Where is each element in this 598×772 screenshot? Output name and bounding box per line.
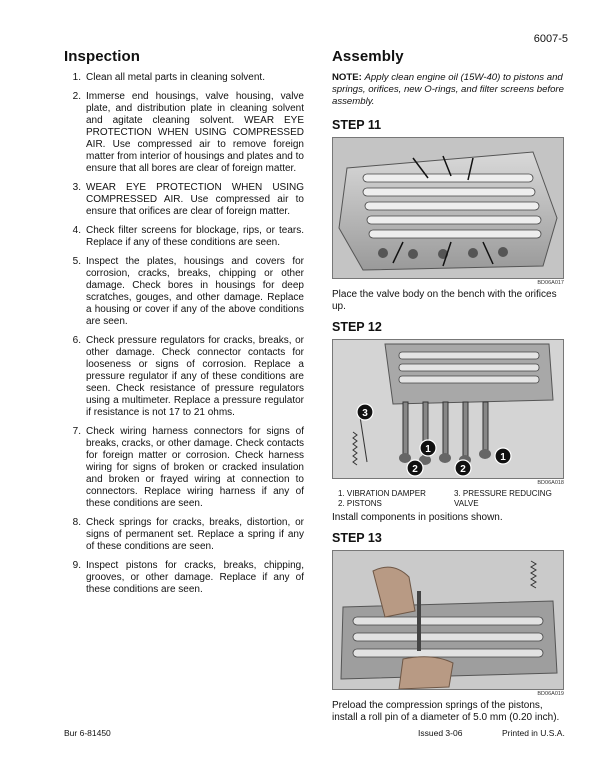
step-13-photo <box>332 550 564 690</box>
callout-1: 1 <box>500 452 506 463</box>
legend-item-pressure-reducing-valve: 3. PRESSURE REDUCING VALVE <box>454 489 552 508</box>
list-item: 7. Check wiring harness connectors for signs of breaks, cracks, or other damage. Check contacts for foreign matter or corrosion. Check harness wiring for signs of broken or cracked insulation and broken or frayed wiring at connection to connectors. Replace wiring harness if any of these conditions are seen. <box>72 426 304 509</box>
list-item: 6. Check pressure regulators for cracks, breaks, or other damage. Check connector contacts for looseness or signs of corrosion. Replace a pressure regulator if any of these conditions are seen. Check resistance of pressure regulators using a multimeter. Replace a pressure regulator if resistance is not 17 to 21 ohms. <box>72 335 304 418</box>
assembly-section <box>332 48 564 731</box>
callout-3: 3 <box>362 408 368 419</box>
list-item: 1. Clean all metal parts in cleaning solvent. <box>72 72 265 83</box>
callout-2: 2 <box>460 464 466 475</box>
list-item: 8. Check springs for cracks, breaks, distortion, or signs of permanent set. Replace a spring if any of these conditions are seen. <box>72 517 304 552</box>
legend-item-pistons: 2. PISTONS <box>338 499 382 508</box>
list-item: 5. Inspect the plates, housings and covers for corrosion, cracks, breaks, chipping or other damage. Check bores in housings for deep scratches, gouges, and other damage. Replace a housing or cover if any of the above conditions are seen. <box>72 256 304 327</box>
callout-2: 2 <box>412 464 418 475</box>
step-12-caption: Install components in positions shown. <box>332 512 503 523</box>
footer-issued: Issued 3-06 <box>418 728 463 738</box>
inspection-title: Inspection <box>64 48 141 65</box>
assembly-note <box>332 72 564 108</box>
footer-printed: Printed in U.S.A. <box>502 728 565 738</box>
step-12-legend <box>332 489 564 509</box>
inspection-list <box>64 72 304 596</box>
legend-item-vibration-damper: 1. VIBRATION DAMPER <box>338 489 426 498</box>
assembly-title: Assembly <box>332 48 404 65</box>
page-number: 6007-5 <box>533 33 568 45</box>
step-13-title: STEP 13 <box>332 531 382 545</box>
valve-body-image <box>333 138 564 279</box>
preload-springs-image <box>333 551 564 690</box>
figure-code: BD06A019 <box>537 691 564 697</box>
list-item: 3. WEAR EYE PROTECTION WHEN USING COMPRESSED AIR. Use compressed air to ensure that orifices are clear of foreign matter. <box>72 182 304 217</box>
step-13-caption: Preload the compression springs of the pistons, install a roll pin of a diameter of 5.0 mm (0.20 inch). <box>332 700 560 723</box>
note-text: Apply clean engine oil (15W-40) to pistons and springs, orifices, new O-rings, and filter screens before assembly. <box>332 72 564 107</box>
step-11-title: STEP 11 <box>332 118 382 132</box>
list-item: 4. Check filter screens for blockage, rips, or tears. Replace if any of these conditions are seen. <box>72 225 304 248</box>
figure-code: BD06A017 <box>537 280 564 286</box>
list-item: 2. Immerse end housings, valve housing, valve plate, and distribution plate in cleaning solvent and agitate cleaning solvent. WEAR EYE PROTECTION WHEN USING COMPRESSED AIR. Use compressed air to remove foreign matter from interior of housings and plates and to ensure that all bores are clear of foreign matter. <box>72 91 304 174</box>
list-item: 9. Inspect pistons for cracks, breaks, chipping, grooves, or other damage. Replace if any of these conditions are seen. <box>72 560 304 595</box>
inspection-section <box>64 48 304 603</box>
footer-document-code: Bur 6-81450 <box>64 728 111 738</box>
callout-1: 1 <box>425 444 431 455</box>
step-12-title: STEP 12 <box>332 320 382 334</box>
components-image <box>333 340 564 479</box>
step-11-photo <box>332 137 564 279</box>
figure-code: BD06A018 <box>537 480 564 486</box>
step-12-photo <box>332 339 564 479</box>
step-11-caption: Place the valve body on the bench with the orifices up. <box>332 289 557 312</box>
note-label: NOTE: <box>332 72 362 83</box>
